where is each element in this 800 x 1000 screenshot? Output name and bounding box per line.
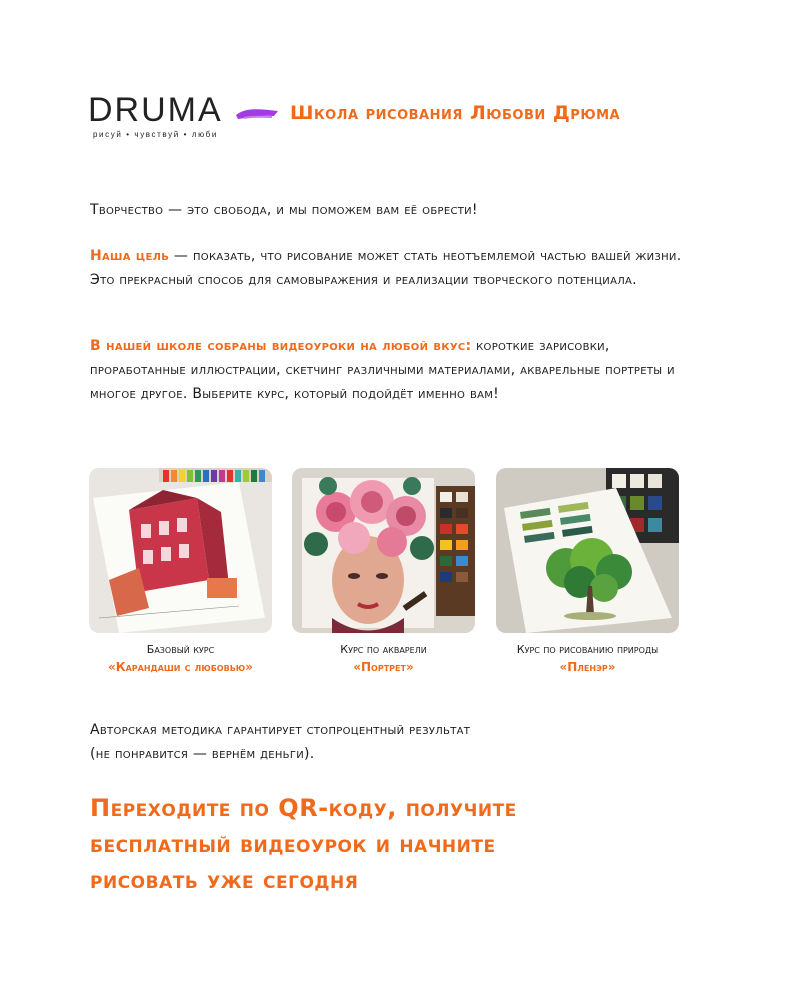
pencil-drawing-image <box>89 468 272 633</box>
call-to-action <box>90 790 710 898</box>
course-card-plein-air[interactable] <box>496 468 679 674</box>
goal-paragraph <box>90 244 690 292</box>
brush-stroke-icon <box>234 103 280 125</box>
guarantee-paragraph <box>90 718 690 766</box>
course-title: «Пленэр» <box>559 660 616 674</box>
cta-line-3: рисовать уже сегодня <box>90 866 359 894</box>
course-subtitle: Базовый курс <box>146 643 215 656</box>
course-subtitle: Курс по акварели <box>340 643 427 656</box>
watercolor-tree-image <box>496 468 679 633</box>
course-title: «Портрет» <box>353 660 414 674</box>
course-card-portrait[interactable] <box>292 468 475 674</box>
druma-logo <box>88 93 278 143</box>
intro-text: Творчество — это свобода, и мы поможем вам её обрести! <box>90 202 478 218</box>
courses-text: короткие зарисовки, проработанные иллюстрации, скетчинг различными материалами, акварельные портреты и многое другое. Выберите курс, который подойдёт именно вам! <box>90 338 675 402</box>
goal-text: — показать, что рисование может стать неотъемлемой частью вашей жизни. Это прекрасный способ для самовыражения и реализации творческого потенциала. <box>90 248 682 288</box>
logo-tagline: рисуй • чувствуй • люби <box>93 130 218 139</box>
goal-lead: Наша цель <box>90 248 170 264</box>
courses-paragraph <box>90 334 700 406</box>
intro-paragraph <box>90 198 690 222</box>
school-title: Школа рисования Любови Дрюма <box>290 102 621 124</box>
course-title: «Карандаши с любовью» <box>108 660 253 674</box>
course-card-pencils[interactable] <box>89 468 272 674</box>
courses-lead: В нашей школе собраны видеоуроки на любой вкус: <box>90 338 472 354</box>
course-subtitle: Курс по рисованию природы <box>516 643 659 656</box>
guarantee-line-2: (не понравится — вернём деньги). <box>90 746 315 762</box>
logo-wordmark: DRUMA <box>88 91 223 129</box>
guarantee-line-1: Авторская методика гарантирует стопроцентный результат <box>90 722 471 738</box>
cta-line-1: Переходите по QR-коду, получите <box>90 794 517 822</box>
cta-line-2: бесплатный видеоурок и начните <box>90 830 496 858</box>
watercolor-portrait-image <box>292 468 475 633</box>
